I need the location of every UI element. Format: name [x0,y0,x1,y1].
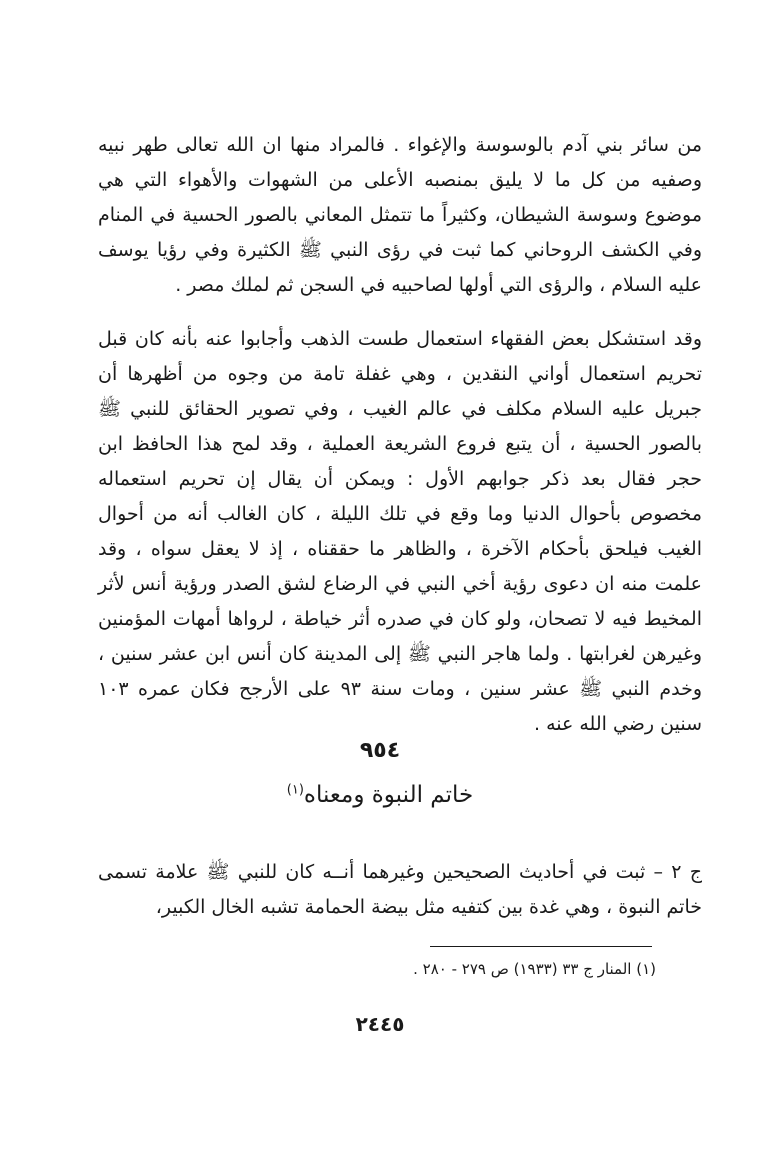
footnote-reference: (١) [286,782,304,798]
page-number: ٢٤٤٥ [355,1012,405,1036]
paragraph-3: ج ٢ – ثبت في أحاديث الصحيحين وغيرهما أنــه كان للنبي ﷺ علامة تسمى خاتم النبوة ، وهي غدة بين كتفيه مثل بيضة الحمامة تشبه الخال الكبير، [98,861,702,918]
section-number: ٩٥٤ [359,738,401,763]
section-title [0,782,760,808]
paragraph-1: من سائر بني آدم بالوسوسة والإغواء . فالمراد منها ان الله تعالى طهر نبيه وصفيه من كل ما لا يليق بمنصبه الأعلى من الشهوات والأهواء التي هي موضوع وسوسة الشيطان، وكثيراً ما تتمثل المعاني بالصور الحسية في المنام وفي الكشف الروحاني كما ثبت في رؤى النبي ﷺ الكثيرة وفي رؤيا يوسف عليه السلام ، والرؤى التي أولها لصاحبيه في السجن ثم لملك مصر . [98,134,702,296]
footnote-divider [430,946,652,947]
paragraph-2: وقد استشكل بعض الفقهاء استعمال طست الذهب وأجابوا عنه بأنه كان قبل تحريم استعمال أواني النقدين ، وهي غفلة تامة من وجوه من أظهرها أن جبريل عليه السلام مكلف في عالم الغيب ، وفي تصوير الحقائق للنبي ﷺ بالصور الحسية ، أن يتبع فروع الشريعة العملية ، وقد لمح هذا الحافظ ابن حجر فقال بعد ذكر جوابهم الأول : ويمكن أن يقال إن تحريم استعماله مخصوص بأحوال الدنيا وما وقع في تلك الليلة ، كان الغالب أنه من أحوال الغيب فيلحق بأحكام الآخرة ، والظاهر ما حققناه ، إذ لا يعقل سواه ، وقد علمت منه ان دعوى رؤية أخي النبي في الرضاع لشق الصدر ورؤية أنس لأثر المخيط فيه لا تصحان، ولو كان في صدره أثر خياطة ، لرواها أمهات المؤمنين وغيرهن لغرابتها . ولما هاجر النبي ﷺ إلى المدينة كان أنس ابن عشر سنين ، وخدم النبي ﷺ عشر سنين ، ومات سنة ٩٣ على الأرجح فكان عمره ١٠٣ سنين رضي الله عنه . [98,328,703,735]
footnote: (١) المنار ج ٣٣ (١٩٣٣) ص ٢٧٩ - ٢٨٠ . [413,960,656,978]
section-title-text: خاتم النبوة ومعناه [303,782,474,808]
